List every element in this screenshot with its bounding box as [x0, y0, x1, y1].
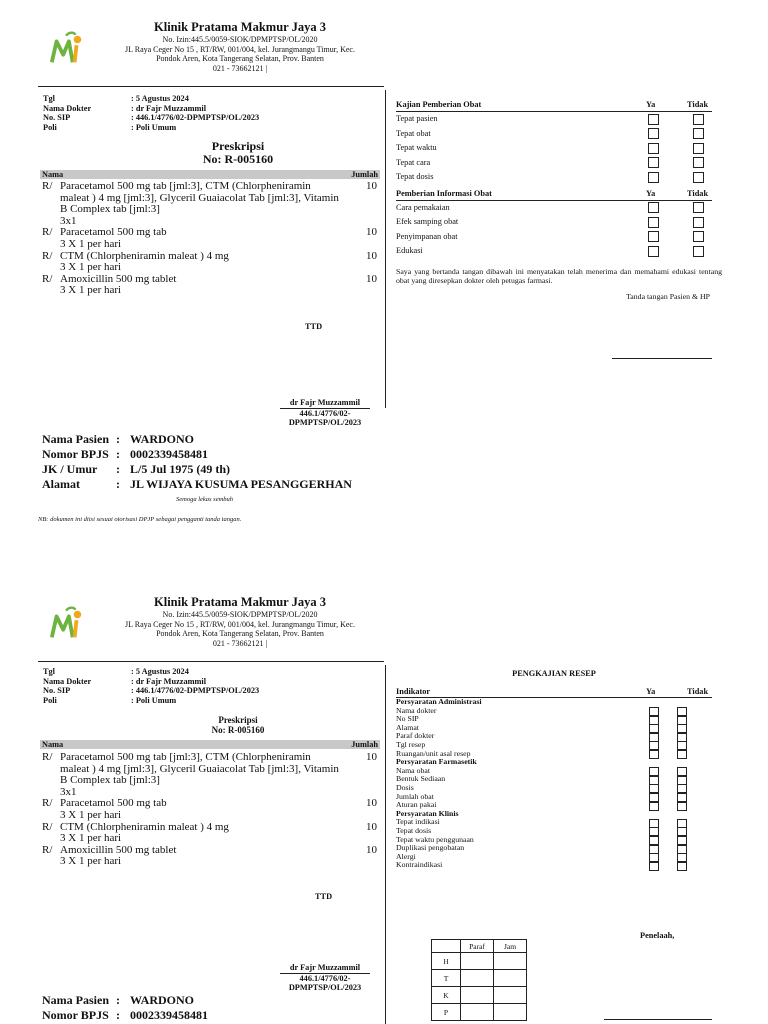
- prescription-items: [42, 181, 379, 297]
- kajian-label: Tepat cara: [396, 157, 431, 167]
- info-value: : 5 Agustus 2024: [131, 94, 189, 103]
- patient-label: Alamat: [42, 477, 80, 491]
- info-value: : Poli Umum: [131, 122, 177, 132]
- drug-qty: 10: [366, 249, 377, 262]
- drug-text: Paracetamol 500 mg tab [jml:3], CTM (Chlorpheniramin maleat ) 4 mg [jml:3], Glyceril Guaiacolat Tab [jml:3], Vitamin B Complex tab [jml:3]: [60, 751, 339, 787]
- checkbox-ya[interactable]: [648, 246, 659, 257]
- prescription-number: No: R-005160: [202, 152, 274, 166]
- clinic-license: No. Izin:445.5/0059-SIOK/DPMPTSP/OL/2020: [162, 35, 318, 44]
- kajian-row: [396, 170, 712, 185]
- prescription-title: [100, 140, 376, 166]
- pengkajian-row: [396, 853, 712, 862]
- checkbox-ya[interactable]: [648, 217, 659, 228]
- ttd-label: TTD: [305, 322, 323, 331]
- doctor-sip: 446.1/4776/02-: [299, 408, 351, 418]
- pengkajian-label: Alergi: [396, 851, 416, 861]
- doctor-sip: 446.1/4776/02-: [299, 973, 351, 983]
- kajian-row: [396, 112, 712, 127]
- clinic-address-2: Pondok Aren, Kota Tangerang Selatan, Prov. Banten: [156, 629, 324, 638]
- doctor-sip-2: DPMPTSP/OL/2023: [288, 983, 362, 992]
- pengkajian-label: Duplikasi pengobatan: [396, 843, 465, 853]
- rx-symbol: R/: [42, 820, 53, 833]
- jam-cell[interactable]: [494, 1004, 527, 1021]
- clinic-header: [100, 20, 380, 73]
- checkbox-tidak[interactable]: [693, 114, 704, 125]
- kajian-label: Tepat obat: [396, 128, 431, 138]
- doctor-signature: [280, 963, 370, 993]
- pengkajian-row: [396, 707, 712, 716]
- pengkajian-label: Jumlah obat: [396, 791, 434, 801]
- pengkajian-panel: [396, 687, 712, 870]
- patient-info: Nama Pasien : WARDONO Nomor BPJS : 0002339458481: [42, 993, 208, 1022]
- clinic-phone: 021 - 73662121 |: [212, 638, 268, 648]
- pengkajian-label: Nama obat: [396, 765, 430, 775]
- column-qty: Jumlah: [351, 170, 378, 179]
- rx-symbol: R/: [42, 180, 53, 192]
- info-label: No. SIP: [43, 113, 71, 122]
- clinic-logo-icon: [48, 605, 86, 643]
- pengkajian-label: Tgl resep: [396, 739, 426, 749]
- pengkajian-row: [396, 732, 712, 741]
- checkbox-ya[interactable]: [648, 143, 659, 154]
- kajian-row: [396, 156, 712, 171]
- drug-text: Paracetamol 500 mg tab: [60, 226, 167, 239]
- doctor-sip-2: DPMPTSP/OL/2023: [288, 418, 362, 427]
- info-label: Poli: [43, 695, 57, 705]
- drug-text: CTM (Chlorpheniramin maleat ) 4 mg: [60, 820, 229, 833]
- drug-text: Paracetamol 500 mg tab [jml:3], CTM (Chlorpheniramin maleat ) 4 mg [jml:3], Glyceril Guaiacolat Tab [jml:3], Vitamin B Complex tab [jml:3]: [60, 180, 339, 216]
- prescription-item: [42, 845, 379, 868]
- drug-qty: 10: [366, 272, 377, 285]
- pengkajian-row: [396, 724, 712, 733]
- informasi-label: Efek samping obat: [396, 217, 459, 226]
- paraf-table: [431, 939, 527, 1021]
- prescription-heading: Preskripsi: [211, 139, 265, 153]
- patient-label: JK / Umur: [42, 462, 98, 476]
- col-tidak: Tidak: [687, 687, 709, 696]
- table-row-label: T: [432, 970, 461, 987]
- info-label: No. SIP: [43, 686, 71, 695]
- patient-value: WARDONO: [130, 432, 195, 446]
- pengkajian-label: Alamat: [396, 722, 419, 732]
- pengkajian-label: Dosis: [396, 782, 414, 792]
- table-row-label: K: [432, 987, 461, 1004]
- checkbox-ya[interactable]: [649, 862, 659, 871]
- checkbox-tidak[interactable]: [693, 217, 704, 228]
- checkbox-ya[interactable]: [648, 114, 659, 125]
- info-label: Nama Dokter: [43, 676, 92, 686]
- patient-info: Nama Pasien : WARDONO Nomor BPJS : 0002339458481 JK / Umur : L/5 Jul 1975 (49 th) Alamat : JL WIJAYA KUSUMA PESANGGERHAN: [42, 432, 352, 491]
- clinic-name: Klinik Pratama Makmur Jaya 3: [154, 20, 326, 34]
- informasi-label: Cara pemakaian: [396, 202, 450, 212]
- prescription-table-header: [40, 740, 380, 749]
- checkbox-tidak[interactable]: [693, 157, 704, 168]
- checkbox-ya[interactable]: [648, 231, 659, 242]
- clinic-name: Klinik Pratama Makmur Jaya 3: [154, 595, 326, 609]
- drug-sig: 3 X 1 per hari: [60, 855, 122, 868]
- patient-label: Nomor BPJS: [42, 447, 109, 461]
- checkbox-ya[interactable]: [648, 172, 659, 183]
- drug-qty: 10: [366, 180, 377, 192]
- patient-sign-label: Tanda tangan Pasien & HP: [626, 291, 710, 301]
- paraf-cell[interactable]: [461, 987, 494, 1004]
- patient-value: 0002339458481: [130, 1008, 208, 1022]
- informasi-row: [396, 215, 712, 230]
- prescription-item: [42, 822, 379, 845]
- col-ya: Ya: [646, 100, 656, 109]
- drug-qty: 10: [366, 820, 377, 833]
- checkbox-tidak[interactable]: [693, 172, 704, 183]
- informasi-row: [396, 230, 712, 245]
- drug-qty: 10: [366, 226, 377, 239]
- informasi-label: Edukasi: [396, 246, 423, 255]
- doctor-name: dr Fajr Muzzammil: [280, 398, 370, 409]
- col-tidak: Tidak: [687, 100, 709, 109]
- pengkajian-row: [396, 715, 712, 724]
- pengkajian-label: Bentuk Sediaan: [396, 774, 446, 784]
- prescription-info: [43, 94, 259, 132]
- pengkajian-label: Paraf dokter: [396, 731, 435, 741]
- checkbox-tidak[interactable]: [677, 862, 687, 871]
- ttd-label: TTD: [315, 892, 333, 901]
- col-ya: Ya: [646, 687, 656, 696]
- informasi-title: Pemberian Informasi Obat: [396, 188, 492, 198]
- paraf-cell[interactable]: [461, 953, 494, 970]
- checkbox-tidak[interactable]: [693, 143, 704, 154]
- penelaah-sign-line[interactable]: [604, 1019, 712, 1020]
- kajian-label: Tepat pasien: [396, 114, 438, 123]
- group-title: Persyaratan Administrasi: [396, 697, 482, 706]
- pengkajian-row: [396, 818, 712, 827]
- prescription-title: [100, 715, 376, 735]
- header-divider: [38, 86, 384, 87]
- patient-sign-line[interactable]: [612, 358, 712, 359]
- prescription-item: [42, 798, 379, 821]
- vertical-divider: [385, 665, 386, 1024]
- kajian-panel: [396, 100, 722, 301]
- drug-sig: 3 X 1 per hari: [60, 284, 122, 297]
- clinic-phone: 021 - 73662121 |: [212, 63, 268, 73]
- pengkajian-row: [396, 793, 712, 802]
- pengkajian-title: PENGKAJIAN RESEP: [512, 669, 596, 678]
- column-qty: Jumlah: [351, 740, 378, 749]
- info-label: Tgl: [43, 94, 55, 103]
- pengkajian-label: Aturan pakai: [396, 800, 437, 810]
- checkbox-ya[interactable]: [648, 157, 659, 168]
- pengkajian-label: No SIP: [396, 714, 419, 724]
- kajian-label: Tepat waktu: [396, 143, 437, 152]
- column-name: Nama: [42, 170, 64, 179]
- drug-text: CTM (Chlorpheniramin maleat ) 4 mg: [60, 249, 229, 262]
- prescription-page-2: [0, 575, 768, 1024]
- table-header-jam: Jam: [494, 940, 527, 953]
- patient-value: 0002339458481: [130, 447, 208, 461]
- paraf-cell[interactable]: [461, 1004, 494, 1021]
- pengkajian-label: Nama dokter: [396, 705, 437, 715]
- patient-value: L/5 Jul 1975 (49 th): [130, 462, 231, 476]
- prescription-item: [42, 274, 379, 297]
- info-label: Tgl: [43, 667, 55, 676]
- doctor-name: dr Fajr Muzzammil: [280, 963, 370, 974]
- drug-text: Amoxicillin 500 mg tablet: [60, 843, 177, 856]
- checkbox-tidak[interactable]: [693, 128, 704, 139]
- jam-cell[interactable]: [494, 970, 527, 987]
- pengkajian-label: Tepat dosis: [396, 825, 432, 835]
- drug-sig: 3x1: [60, 214, 77, 227]
- col-indikator: Indikator: [396, 687, 431, 696]
- rx-symbol: R/: [42, 751, 53, 763]
- prescription-item: [42, 227, 379, 250]
- info-value: : dr Fajr Muzzammil: [131, 103, 207, 113]
- patient-label: Nomor BPJS: [42, 1008, 109, 1022]
- clinic-license: No. Izin:445.5/0059-SIOK/DPMPTSP/OL/2020: [162, 610, 318, 619]
- prescription-number: No: R-005160: [211, 725, 265, 735]
- note-text: NB: dokumen ini diisi sesuai otorisasi DPJP sebagai pengganti tanda tangan.: [38, 516, 242, 523]
- kajian-title: Kajian Pemberian Obat: [396, 100, 482, 109]
- drug-sig: 3 X 1 per hari: [60, 237, 122, 250]
- doctor-signature: [280, 398, 370, 428]
- jam-cell[interactable]: [494, 987, 527, 1004]
- info-value: : 446.1/4776/02-DPMPTSP/OL/2023: [131, 686, 260, 695]
- checkbox-tidak[interactable]: [693, 246, 704, 257]
- clinic-logo-icon: [48, 30, 86, 68]
- prescription-item: [42, 181, 379, 227]
- patient-label: Nama Pasien: [42, 432, 109, 446]
- table-row-label: P: [432, 1004, 461, 1021]
- drug-text: Amoxicillin 500 mg tablet: [60, 272, 177, 285]
- checkbox-tidak[interactable]: [693, 202, 704, 213]
- drug-qty: 10: [366, 751, 377, 763]
- rx-symbol: R/: [42, 249, 53, 262]
- info-label: Nama Dokter: [43, 103, 92, 113]
- clinic-address: JL Raya Ceger No 15 , RT/RW, 001/004, kel. Jurangmangu Timur, Kec.: [125, 619, 355, 629]
- wish-text: Semoga lekas sembuh: [176, 496, 234, 503]
- informasi-header: [396, 189, 712, 201]
- prescription-item: [42, 251, 379, 274]
- column-name: Nama: [42, 740, 64, 749]
- informasi-row: [396, 201, 712, 216]
- prescription-item: [42, 752, 379, 798]
- informasi-row: [396, 244, 712, 259]
- rx-symbol: R/: [42, 843, 53, 856]
- penelaah-label: Penelaah,: [640, 931, 675, 940]
- kajian-header: [396, 100, 712, 112]
- drug-sig: 3 X 1 per hari: [60, 261, 122, 274]
- drug-sig: 3x1: [60, 785, 77, 798]
- pengkajian-label: Tepat indikasi: [396, 817, 440, 827]
- vertical-divider: [385, 90, 386, 408]
- rx-symbol: R/: [42, 797, 53, 810]
- clinic-address-2: Pondok Aren, Kota Tangerang Selatan, Prov. Banten: [156, 54, 324, 63]
- table-header-cell: [432, 940, 461, 953]
- prescription-heading: Preskripsi: [218, 715, 258, 725]
- info-value: : dr Fajr Muzzammil: [131, 676, 207, 686]
- patient-value: JL WIJAYA KUSUMA PESANGGERHAN: [130, 477, 352, 491]
- info-label: Poli: [43, 122, 57, 132]
- checkbox-ya[interactable]: [648, 128, 659, 139]
- pengkajian-row: [396, 784, 712, 793]
- drug-text: Paracetamol 500 mg tab: [60, 797, 167, 810]
- pengkajian-label: Ruangan/unit asal resep: [396, 748, 471, 758]
- info-value: : Poli Umum: [131, 695, 177, 705]
- checkbox-ya[interactable]: [648, 202, 659, 213]
- kajian-row: [396, 127, 712, 142]
- header-divider: [38, 661, 384, 662]
- checkbox-tidak[interactable]: [693, 231, 704, 242]
- patient-label: Nama Pasien: [42, 993, 109, 1007]
- prescription-items: [42, 752, 379, 868]
- informasi-label: Penyimpanan obat: [396, 231, 458, 241]
- pengkajian-label: Kontraindikasi: [396, 860, 443, 870]
- clinic-header: [100, 595, 380, 648]
- rx-symbol: R/: [42, 272, 53, 285]
- col-ya: Ya: [646, 188, 656, 198]
- table-header-paraf: Paraf: [461, 940, 494, 953]
- group-title: Persyaratan Farmasetik: [396, 757, 477, 767]
- jam-cell[interactable]: [494, 953, 527, 970]
- info-value: : 446.1/4776/02-DPMPTSP/OL/2023: [131, 113, 260, 122]
- drug-qty: 10: [366, 797, 377, 810]
- paraf-cell[interactable]: [461, 970, 494, 987]
- kajian-label: Tepat dosis: [396, 172, 434, 181]
- pengkajian-row: [396, 861, 712, 870]
- clinic-address: JL Raya Ceger No 15 , RT/RW, 001/004, kel. Jurangmangu Timur, Kec.: [125, 44, 355, 54]
- prescription-table-header: [40, 170, 380, 179]
- rx-symbol: R/: [42, 226, 53, 239]
- col-tidak: Tidak: [687, 188, 709, 198]
- info-value: : 5 Agustus 2024: [131, 667, 189, 676]
- table-row-label: H: [432, 953, 461, 970]
- pengkajian-row: [396, 775, 712, 784]
- pengkajian-row: [396, 844, 712, 853]
- statement-text: Saya yang bertanda tangan dibawah ini menyatakan telah menerima dan memahami edukasi tentang obat yang diresepkan dokter oleh petugas farmasi.: [396, 266, 722, 285]
- drug-sig: 3 X 1 per hari: [60, 832, 122, 845]
- pengkajian-label: Tepat waktu penggunaan: [396, 834, 474, 844]
- patient-value: WARDONO: [130, 993, 195, 1007]
- kajian-row: [396, 141, 712, 156]
- drug-qty: 10: [366, 843, 377, 856]
- prescription-info: [43, 667, 259, 705]
- group-title: Persyaratan Klinis: [396, 808, 459, 818]
- drug-sig: 3 X 1 per hari: [60, 808, 122, 821]
